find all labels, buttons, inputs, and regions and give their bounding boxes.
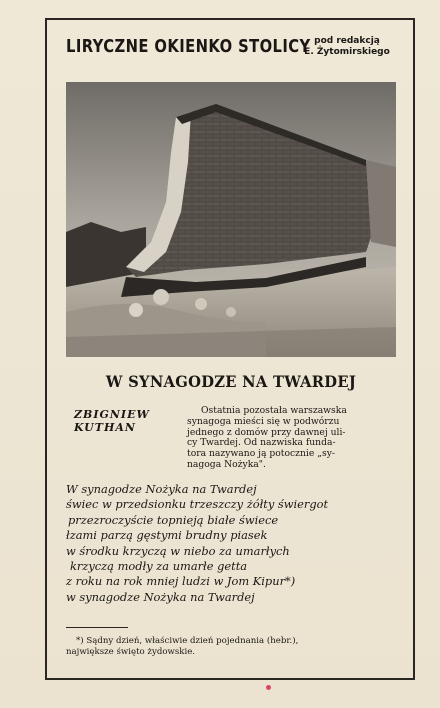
poem-line: z roku na rok mniej ludzi w Jom Kipur*) — [66, 574, 296, 589]
poem-line: w synagodze Nożyka na Twardej — [66, 589, 255, 604]
poem-body — [66, 482, 406, 605]
author-name — [74, 408, 174, 434]
note-line: Ostatnia pozostała warszawska — [201, 405, 347, 416]
footnote-line: największe święto żydowskie. — [66, 646, 196, 657]
footnote — [66, 636, 406, 657]
poem-line: przezroczyście topnieją białe świece — [68, 512, 279, 527]
poem-title: W SYNAGODZE NA TWARDEJ — [105, 372, 357, 391]
photo-illustration — [66, 82, 396, 357]
poem-line: w środku krzyczą w niebo za umarłych — [66, 543, 290, 558]
column-header — [66, 36, 396, 70]
poem-line: W synagodze Nożyka na Twardej — [66, 482, 257, 496]
author-first-name: ZBIGNIEW — [74, 408, 150, 421]
synagogue-wall-photo — [66, 82, 396, 357]
note-line: nagoga Nożyka". — [187, 458, 266, 470]
column-title: LIRYCZNE OKIENKO STOLICY — [66, 36, 311, 57]
footnote-line: *) Sądny dzień, właściwie dzień pojednania (hebr.), — [76, 636, 299, 646]
poem-line: świec w przedsionku trzeszczy żółty świergot — [66, 497, 329, 512]
poem-line: łzami parzą gęstymi brudny piasek — [66, 528, 268, 543]
intro-note — [187, 406, 399, 471]
note-line: jednego z domów przy dawnej uli- — [187, 426, 346, 438]
editor-credit — [292, 36, 402, 58]
note-line: synagoga mieści się w podwórzu — [187, 415, 340, 427]
editor-credit-line2: E. Żytomirskiego — [304, 47, 390, 57]
poem-line: krzyczą modły za umarłe getta — [70, 559, 248, 574]
footnote-divider — [66, 627, 128, 628]
print-mark-dot — [266, 685, 271, 690]
note-line: cy Twardej. Od nazwiska funda- — [187, 437, 336, 449]
editor-credit-line1: pod redakcją — [314, 36, 380, 46]
author-last-name: KUTHAN — [74, 421, 136, 434]
note-line: tora nazywano ją potocznie „sy- — [187, 448, 336, 460]
